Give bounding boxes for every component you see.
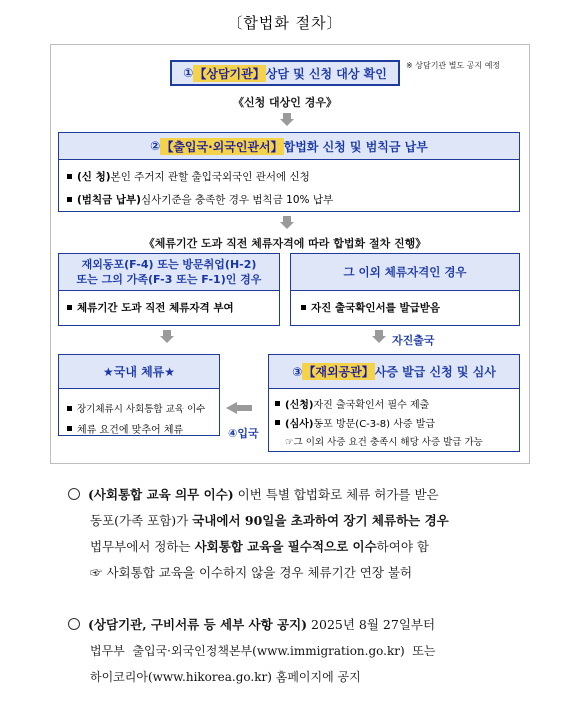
step3-box	[268, 354, 520, 452]
para2-line2: 법무부 출입국·외국인정책본부(www.immigration.go.kr) 또는	[90, 644, 436, 658]
domestic-line1	[67, 401, 219, 415]
para1-t2a: 동포(가족 포함)가	[90, 513, 193, 528]
para1-head: (사회통합 교육 의무 이수)	[88, 487, 234, 502]
note: ※ 상담기관 별도 공지 예정	[406, 61, 501, 70]
domestic-head: ★국내 체류★	[59, 355, 219, 389]
left-box-head2: 또는 그의 가족(F-3 또는 F-1)인 경우	[76, 273, 262, 286]
step3-tag: 【재외공관】	[303, 365, 374, 379]
step1-tag: 【상담기관】	[194, 66, 265, 81]
para2-t1: 2025년 8월 27일부터	[307, 617, 436, 632]
entry-label: ④입국	[228, 427, 259, 440]
step3-l1-text: 자진 출국확인서 필수 제출	[313, 400, 430, 411]
page-title: 〔합법화 절차〕	[227, 14, 343, 32]
step2-l2-text: 심사기준을 충족한 경우 범칙금 10% 납부	[140, 194, 334, 206]
step2-tag: 【출입국·외국인관서】	[161, 139, 283, 154]
step2-num: ②	[150, 139, 161, 153]
domestic-l1: 장기체류시 사회통합 교육 이수	[77, 404, 206, 415]
step2-box	[58, 132, 520, 212]
step2-head	[59, 133, 519, 160]
para2	[68, 612, 538, 690]
sub2: 《체류기간 도과 직전 체류자격에 따라 합법화 절차 진행》	[143, 237, 427, 250]
bullet-icon	[67, 305, 72, 310]
step2-line1	[67, 169, 519, 184]
step1-text: 상담 및 신청 대상 확인	[265, 66, 387, 81]
para1-line2	[68, 508, 538, 534]
down-arrow-icon	[160, 330, 174, 344]
bullet-icon	[275, 401, 280, 406]
para1-t3b: 사회통합 교육을 필수적으로 이수	[194, 539, 377, 554]
bullet-icon	[67, 197, 72, 202]
step2-text: 합법화 신청 및 범칙금 납부	[283, 139, 428, 154]
para1	[68, 482, 538, 586]
down-arrow-icon	[280, 216, 294, 230]
domestic-line2	[67, 421, 219, 436]
sub1: 《신청 대상인 경우》	[232, 96, 338, 109]
para1-t1: 이번 특별 합법화로 체류 허가를 받은	[233, 487, 439, 502]
para1-t3c: 하여야 함	[376, 539, 429, 554]
bullet-icon	[301, 305, 306, 310]
step3-l1-bold: (신청)	[285, 400, 314, 411]
para2-head: (상담기관, 구비서류 등 세부 사항 공지)	[88, 617, 308, 632]
left-box-line	[67, 300, 279, 315]
right-box	[290, 253, 520, 326]
left-box-head	[59, 254, 279, 291]
left-box	[58, 253, 280, 326]
para1-line4: ☞ 사회통합 교육을 이수하지 않을 경우 체류기간 연장 불허	[90, 565, 413, 580]
circle-bullet-icon	[68, 618, 80, 630]
para1-line1	[68, 482, 538, 508]
para1-t2b: 국내에서 90일을 초과하여 장기 체류하는 경우	[192, 513, 449, 528]
para2-line3: 하이코리아(www.hikorea.go.kr) 홈페이지에 공지	[90, 670, 361, 684]
domestic-l2: 체류 요건에 맞추어 체류	[77, 425, 184, 436]
step3-num: ③	[292, 364, 303, 379]
step1-box	[170, 60, 400, 86]
step3-line3: ☞그 이외 사증 요건 충족시 해당 사증 발급 가능	[285, 437, 483, 448]
step1-num: ①	[183, 66, 194, 80]
bullet-icon	[67, 174, 72, 179]
down-arrow-icon	[372, 330, 386, 344]
para1-t3a: 법무부에서 정하는	[90, 539, 195, 554]
left-box-line-text: 체류기간 도과 직전 체류자격 부여	[77, 302, 234, 314]
step3-line1	[275, 396, 519, 411]
right-box-line	[301, 300, 519, 315]
step3-l2-text: 동포 방문(C-3-8) 사증 발급	[313, 419, 436, 430]
step3-line2	[275, 415, 519, 430]
step2-l1-bold: (신 청)	[77, 171, 111, 183]
right-box-line-text: 자진 출국확인서를 발급받음	[311, 302, 441, 314]
domestic-box	[58, 354, 220, 436]
step3-l2-bold: (심사)	[285, 419, 314, 430]
para2-line1	[68, 612, 538, 638]
right-box-head: 그 이외 체류자격인 경우	[291, 254, 519, 291]
step2-line2	[67, 192, 519, 207]
down-arrow-icon	[280, 113, 294, 127]
bullet-icon	[67, 426, 72, 431]
left-arrow-icon	[226, 402, 252, 414]
step2-l2-bold: (범칙금 납부)	[77, 194, 141, 206]
left-box-head1: 재외동포(F-4) 또는 방문취업(H-2)	[81, 258, 257, 271]
para1-line3	[68, 534, 538, 560]
bullet-icon	[67, 406, 72, 411]
circle-bullet-icon	[68, 488, 80, 500]
depart-label: 자진출국	[392, 334, 435, 347]
step3-head	[269, 355, 519, 389]
step2-l1-text: 본인 주거지 관할 출입국외국인 관서에 신청	[110, 171, 310, 183]
step3-text: 사증 발급 신청 및 심사	[374, 365, 496, 379]
bullet-icon	[275, 420, 280, 425]
